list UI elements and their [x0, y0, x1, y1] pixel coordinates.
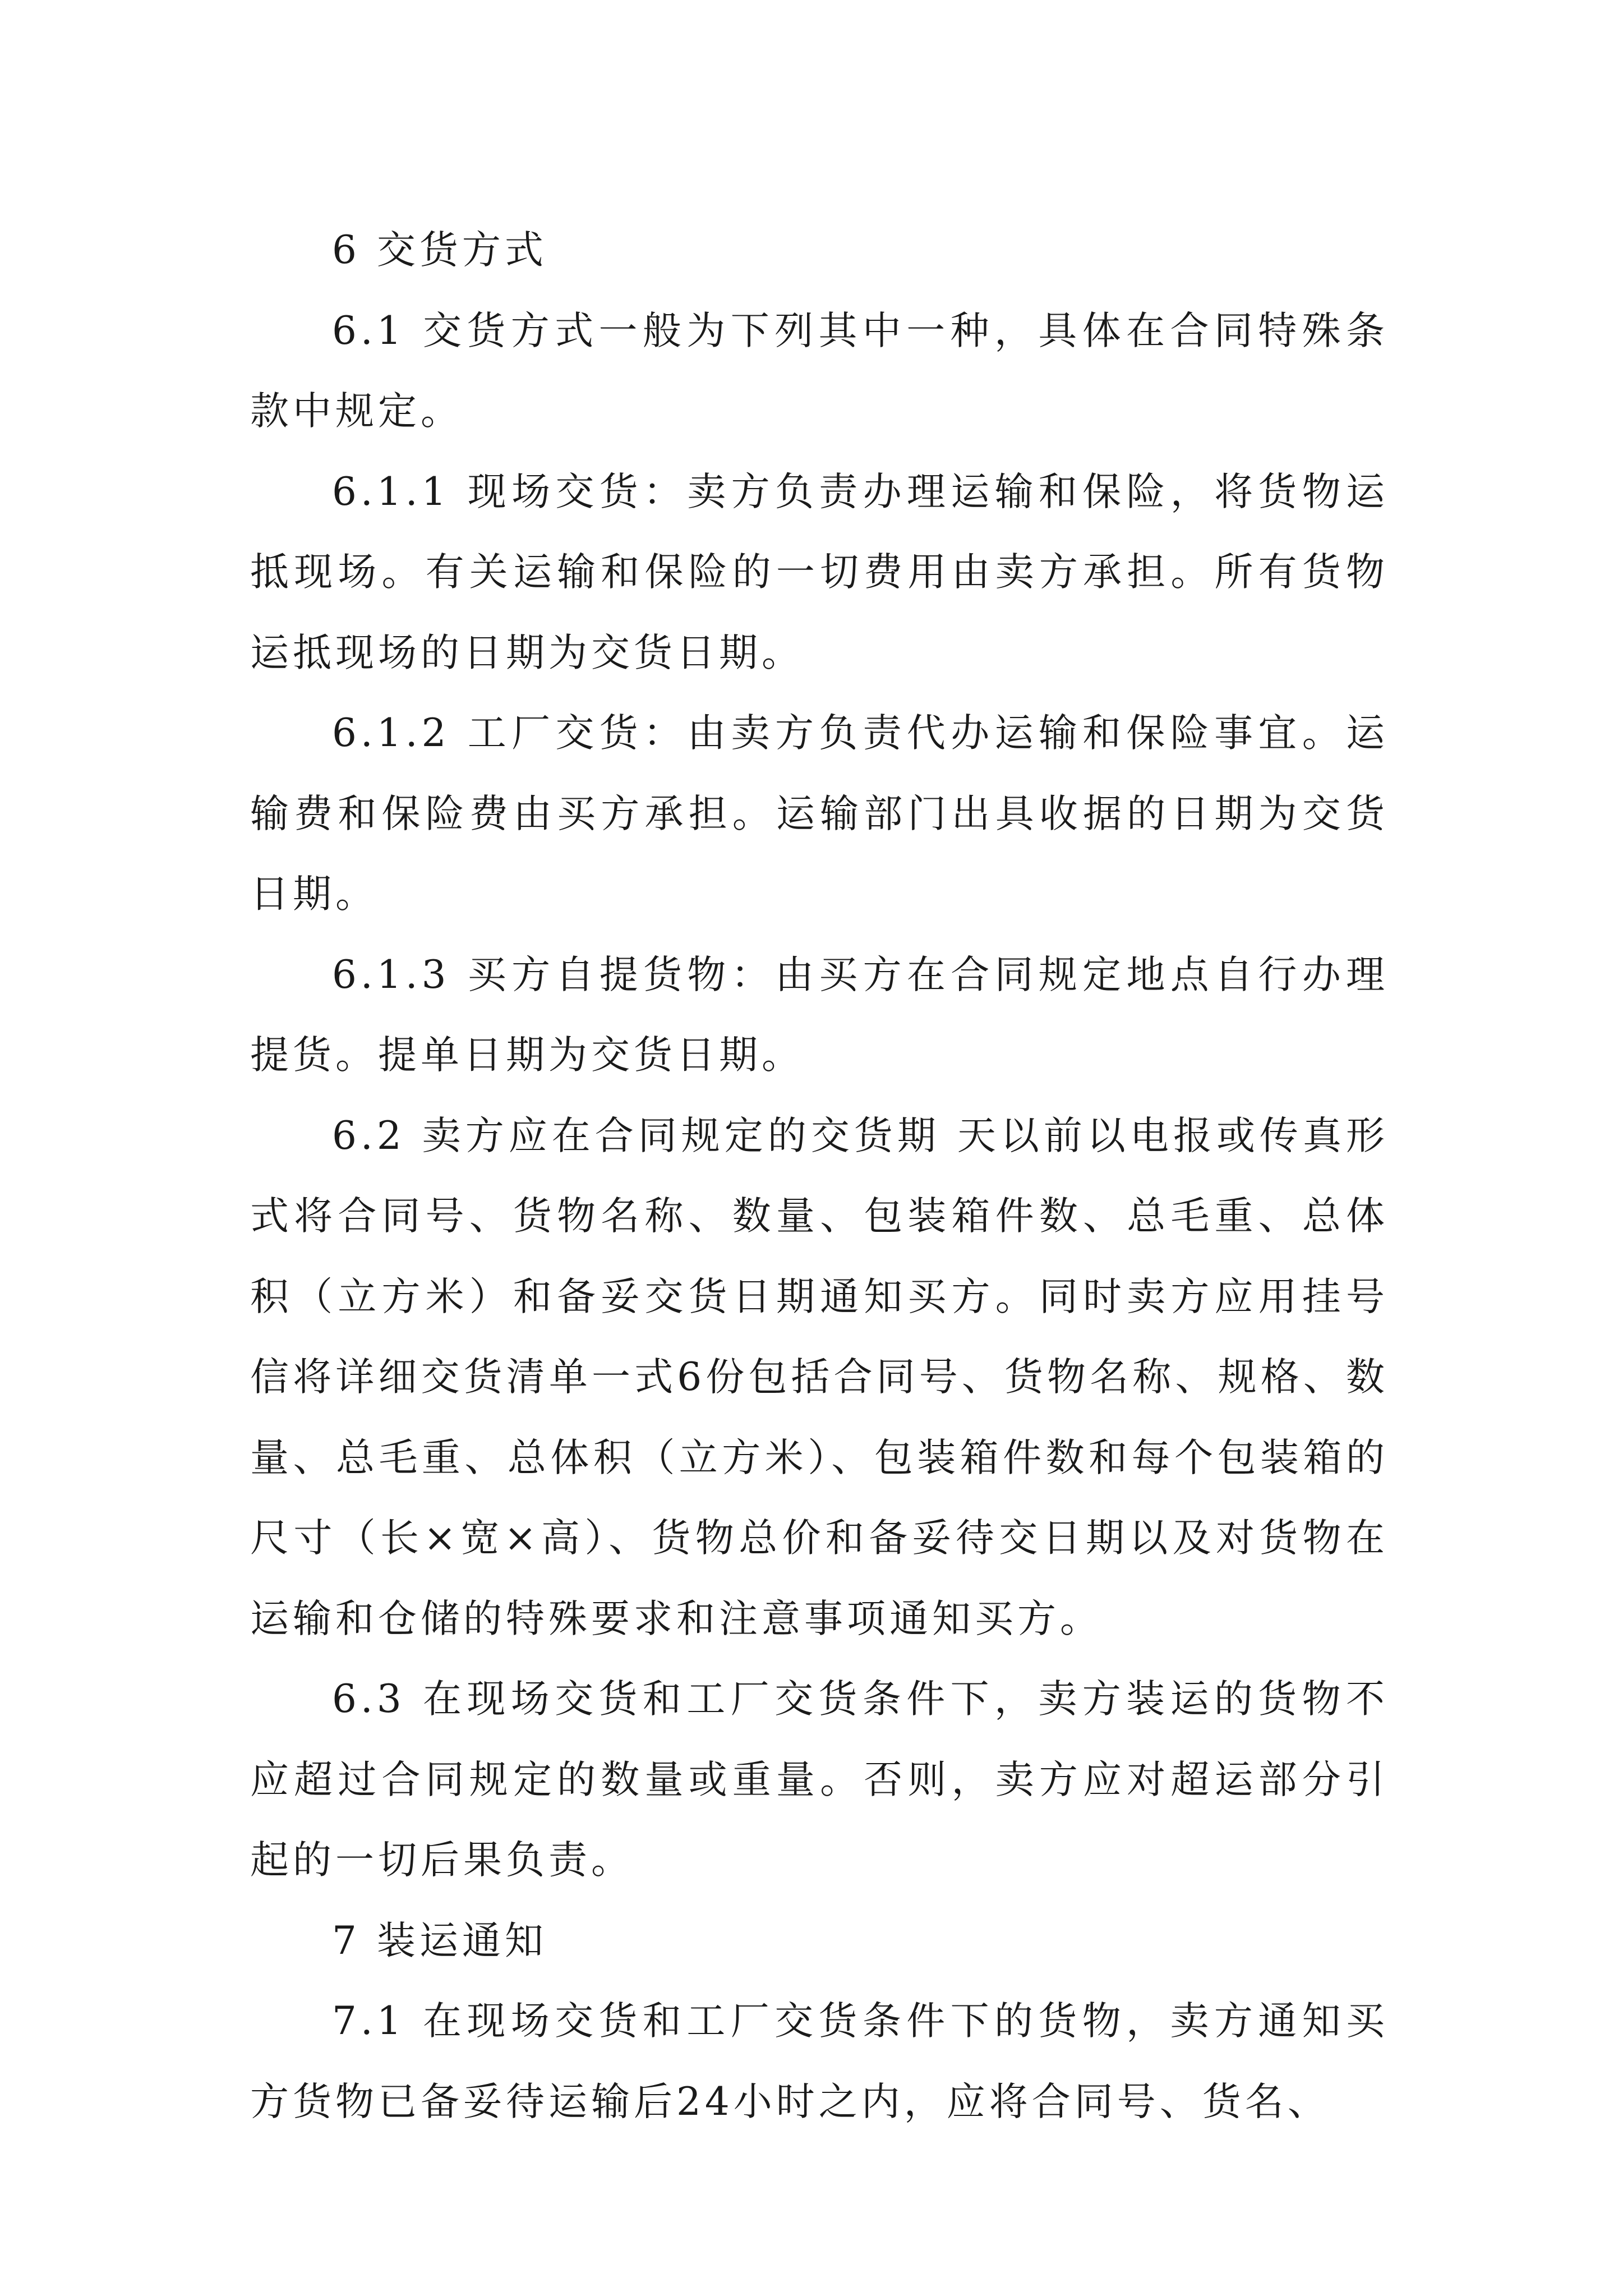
- clause-6-2: 6.2 卖方应在合同规定的交货期 天以前以电报或传真形式将合同号、货物名称、数量、包装箱件数、总毛重、总体积（立方米）和备妥交货日期通知买方。同时卖方应用挂号信将详细交货清单一式6份包括合同号、货物名称、规格、数量、总毛重、总体积（立方米）、包装箱件数和每个包装箱的尺寸（长×宽×高）、货物总价和备妥待交日期以及对货物在运输和仓储的特殊要求和注意事项通知买方。: [250, 1113, 1389, 1641]
- heading-delivery-method: 6 交货方式: [332, 228, 547, 273]
- clause-6-3: 6.3 在现场交货和工厂交货条件下，卖方装运的货物不应超过合同规定的数量或重量。否则，卖方应对超运部分引起的一切后果负责。: [250, 1677, 1389, 1883]
- clause-6-1-1: 6.1.1 现场交货：卖方负责办理运输和保险，将货物运抵现场。有关运输和保险的一切费用由卖方承担。所有货物运抵现场的日期为交货日期。: [250, 469, 1389, 675]
- clause-6-1-3: 6.1.3 买方自提货物：由买方在合同规定地点自行办理提货。提单日期为交货日期。: [250, 952, 1389, 1078]
- clause-6-1-2: 6.1.2 工厂交货：由卖方负责代办运输和保险事宜。运输费和保险费由买方承担。运输部门出具收据的日期为交货日期。: [250, 711, 1389, 917]
- clause-7-1: 7.1 在现场交货和工厂交货条件下的货物，卖方通知买方货物已备妥待运输后24小时之内，应将合同号、货名、: [250, 1999, 1389, 2124]
- document-body: [250, 210, 1389, 2142]
- heading-shipment-notice: 7 装运通知: [332, 1918, 547, 1963]
- clause-6-1: 6.1 交货方式一般为下列其中一种，具体在合同特殊条款中规定。: [250, 308, 1389, 434]
